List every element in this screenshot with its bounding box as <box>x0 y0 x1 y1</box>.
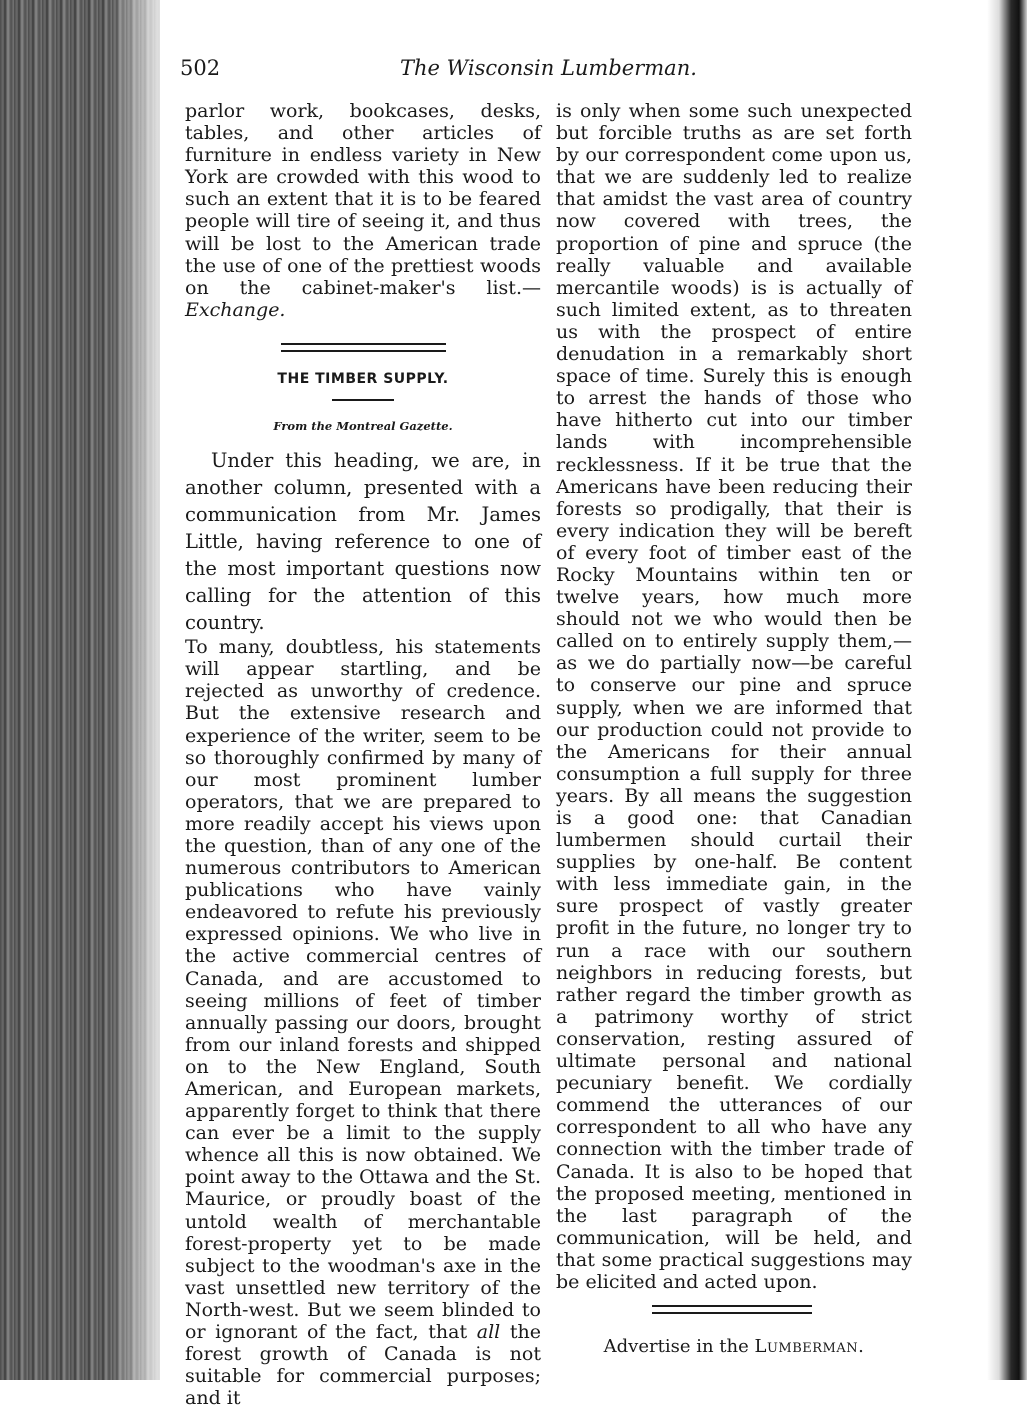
advertise-name: Lumberman. <box>754 1336 865 1358</box>
continued-paragraph <box>185 100 541 321</box>
article-body-paragraph <box>185 636 541 1409</box>
binding-shadow <box>110 0 170 1380</box>
running-title: The Wisconsin Lumberman. <box>400 56 697 80</box>
section-divider <box>281 343 446 352</box>
article-body-text: To many, doubtless, his statements will appear startling, and be rejected as unworthy of credence. But the extensive research and experience of the writer, seem to be so thoroughly confirmed by many of our most prominent lumber operators, that we are prepared to more readily accept his views upon the question, than of any one of the numerous contributors to American publications who have vainly endeavored to refute his previously expressed opinions. We who live in the active commercial centres of Canada, and are accustomed to seeing millions of feet of timber annually passing our doors, brought from our inland forests and shipped on to the New England, South American, and European markets, apparently forget to think that there can ever be a limit to the supply whence all this is now obtained. We point away to the Ottawa and the St. Maurice, or proudly boast of the untold wealth of merchantable forest-property yet to be made subject to the woodman's axe in the vast unsettled new territory of the North-west. But we seem blinded to or ignorant of the fact, that <box>185 636 541 1344</box>
article-body-text-end: the forest growth of Canada is not suitable for commercial purposes; and it <box>185 1321 542 1409</box>
continued-text: parlor work, bookcases, desks, tables, and other articles of furniture in endless variety in New York are crowded with this wood to such an extent that it is to be feared people will tire of seeing it, and thus will be lost to the American trade the use of one of the prettiest woods on the cabinet-maker's list.— <box>185 100 541 299</box>
article-lead-paragraph: Under this heading, we are, in another column, presented with a communication from Mr. James Little, having reference to one of the most important questions now calling for the attention of this country. <box>185 449 541 635</box>
advertise-prefix: Advertise in the <box>603 1336 755 1358</box>
page-right-edge <box>987 0 1027 1380</box>
page-number: 502 <box>180 56 221 80</box>
heading-underline <box>332 399 394 401</box>
right-column <box>556 100 912 1358</box>
advertise-notice <box>556 1336 912 1358</box>
left-column <box>185 100 541 1409</box>
emphasis-word: all <box>476 1321 501 1344</box>
continued-source: Exchange. <box>185 298 286 321</box>
end-divider <box>652 1305 812 1314</box>
article-heading: THE TIMBER SUPPLY. <box>277 370 449 387</box>
page-header <box>180 56 940 86</box>
article-body-continued: is only when some such unexpected but forcible truths as are set forth by our correspondent come upon us, that we are suddenly led to realize that amidst the vast area of country now covered with trees, the proportion of pine and spruce (the really valuable and available mercantile woods) is is actually of such limited extent, as to threaten us with the prospect of entire denudation in a remarkably short space of time. Surely this is enough to arrest the hands of those who have hitherto cut into our timber lands with incomprehensible recklessness. If it be true that the Americans have been reducing their forests so prodigally, that their is every indication they will be bereft of every foot of timber east of the Rocky Mountains within ten or twelve years, how much more should not we who would then be called on to entirely supply them,—as we do partially now—be careful to conserve our pine and spruce supply, when we are informed that our production could not provide to the Americans for their annual consumption a full supply for three years. By all means the suggestion is a good one: that Canadian lumbermen should curtail their supplies by one-half. Be content with less immediate gain, in the sure prospect of vastly greater profit in the future, no longer try to run a race with our southern neighbors in reducing forests, but rather regard the timber growth as a patrimony worthy of strict conservation, resting assured of ultimate personal and national pecuniary benefit. We cordially commend the utterances of our correspondent to all who have any connection with the timber trade of Canada. It is also to be hoped that the proposed meeting, mentioned in the last paragraph of the communication, will be held, and that some practical suggestions may be elicited and acted upon. <box>556 100 912 1293</box>
article-source: From the Montreal Gazette. <box>273 419 453 434</box>
